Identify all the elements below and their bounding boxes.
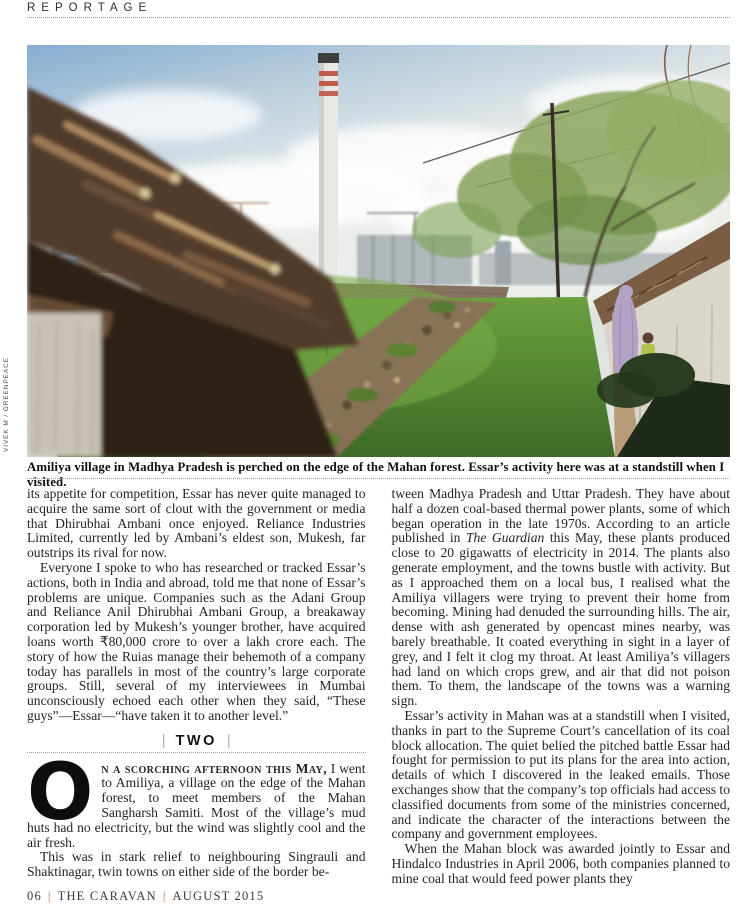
section-divider <box>27 731 366 749</box>
article-body <box>27 487 730 887</box>
dropcap-paragraph <box>27 747 366 851</box>
section-kicker: REPORTAGE <box>27 2 153 14</box>
paragraph: This was in stark relief to neighbouring Singrauli and Shaktinagar, twin towns on either side of the border be- <box>27 849 366 880</box>
footer-separator: | <box>162 889 167 903</box>
page-footer <box>27 889 264 904</box>
photo-illustration <box>27 45 730 457</box>
magazine-title: THE CARAVAN <box>57 889 157 903</box>
lead-in-text: n a scorching afternoon this May, <box>101 760 328 776</box>
article-photo <box>27 45 730 457</box>
paragraph-text: I went to Amiliya, a village on the edge of the Mahan forest, to meet members of the Mahan Sangharsh Samiti. Most of the village’s mud huts had no electricity, but the wind was slightly cool and the air fresh. <box>27 760 366 850</box>
drop-cap: O <box>27 747 94 838</box>
paragraph: Essar’s activity in Mahan was at a standstill when I visited, thanks in part to the Supreme Court’s cancellation of its coal block allocation. The quiet belied the pitched battle Essar had fought for permission to put its plans for the area into action, details of which I discovered in the leaked emails. Those exchanges show that the company’s top officials had access to classified documents from some of the ministries concerned, and indicate the character of the interactions between the company and government employees. <box>391 707 730 842</box>
right-column <box>392 487 731 887</box>
left-column <box>27 487 366 887</box>
paragraph: When the Mahan block was awarded jointly to Essar and Hindalco Industries in April 2006, both companies planned to mine coal that would feed power plants they <box>391 841 730 886</box>
publication-name: The Guardian <box>466 530 545 546</box>
header-rule <box>27 17 730 18</box>
paragraph <box>392 487 731 709</box>
photo-credit: VIVEK M / GREENPEACE <box>3 357 10 452</box>
photo-caption: Amiliya village in Madhya Pradesh is perched on the edge of the Mahan forest. Essar’s activity here was at a standstill when I visited. <box>27 460 725 489</box>
paragraph: its appetite for competition, Essar has never quite managed to acquire the same sort of clout with the government or media that Dhirubhai Ambani once enjoyed. Reliance Industries Limited, currently led by Ambani’s eldest son, Mukesh, far outstrips its rival for now. <box>27 486 366 561</box>
paragraph: Everyone I spoke to who has researched or tracked Essar’s actions, both in India and abroad, told me that none of Essar’s problems are unique. Companies such as the Adani Group and Reliance Anil Dhirubhai Ambani Group, a breakaway corporation led by Mukesh’s younger brother, have acquired loans worth ₹80,000 crore to over a lakh crore each. The story of how the Ruias manage their behemoth of a company today has parallels in most of the country’s large corporate groups. Still, several of my interviewees in Mumbai unconsciously echoed each other when they said, “These guys”—Essar—“have taken it to another level.” <box>27 559 366 723</box>
footer-separator: | <box>47 889 52 903</box>
divider-bar: | <box>226 731 231 749</box>
issue-date: AUGUST 2015 <box>172 889 265 903</box>
page-number: 06 <box>27 889 42 903</box>
photo-chimney <box>318 53 339 281</box>
divider-label: TWO <box>175 732 217 749</box>
paragraph-text: tween Madhya Pradesh and Uttar Pradesh. They have about half a dozen coal-based thermal power plants, some of which began operation in the late 1970s. According to an article published in <box>391 486 730 546</box>
caption-rule <box>27 478 730 479</box>
divider-bar: | <box>161 731 166 749</box>
paragraph-text: this May, these plants produced close to 20 gigawatts of electricity in 2014. The plants also generate employment, and the towns bustle with activity. But as I approached them on a local bus, I realised what the Amiliya villagers were trying to prevent their home from becoming. Mining had denuded the surrounding hills. The air, dense with ash generated by opencast mines nearby, was barely breathable. It coated everything in sight in a layer of grey, and I felt it clog my throat. At least Amiliya’s villagers had land on which crops grew, and air that did not poison them. To them, the landscape of the towns was a warning sign. <box>391 530 731 709</box>
